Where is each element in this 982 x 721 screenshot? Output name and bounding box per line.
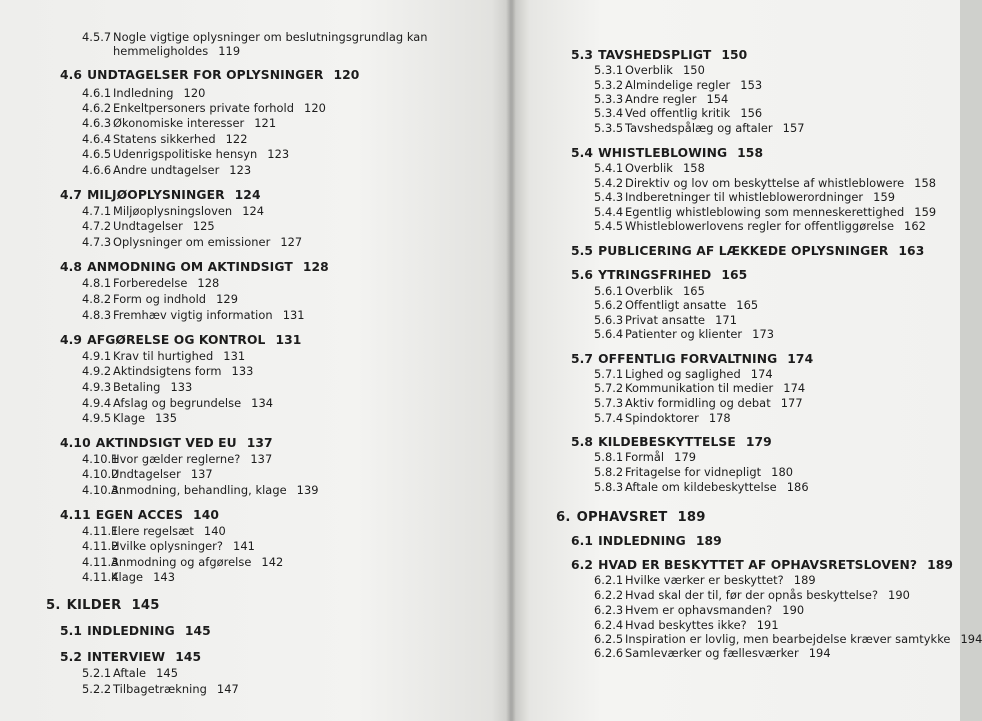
toc-entry-title: Samleværker og fællesværker [625, 646, 799, 660]
toc-entry-number: 6.2.4 [594, 618, 624, 632]
toc-entry-page: 150 [721, 48, 748, 62]
toc-entry-number: 5.3.1 [594, 63, 624, 77]
toc-entry-number: 5.5 [571, 244, 594, 258]
toc-entry [594, 92, 728, 106]
toc-entry-number: 4.8 [60, 260, 83, 274]
toc-entry-number: 5.6.1 [594, 284, 624, 298]
toc-entry-number: 6.2.2 [594, 588, 624, 602]
toc-entry-page: 131 [275, 333, 302, 347]
toc-entry [571, 352, 813, 366]
toc-entry-number: 5.4.1 [594, 161, 624, 175]
toc-entry-number: 6.2 [571, 558, 594, 572]
toc-entry [594, 106, 762, 120]
toc-entry-page: 153 [740, 78, 763, 92]
toc-entry-number: 4.10.2 [82, 467, 119, 481]
toc-entry [594, 381, 805, 395]
toc-entry [594, 205, 936, 219]
toc-entry-title: Anmodning, behandling, klage [111, 483, 287, 497]
toc-entry-number: 5.3 [571, 48, 594, 62]
toc-entry-page: 124 [234, 188, 261, 202]
toc-entry-page: 154 [706, 92, 729, 106]
toc-entry-title: Afslag og begrundelse [113, 396, 242, 410]
toc-entry [113, 44, 240, 58]
toc-entry-title: Aftale [113, 666, 147, 680]
toc-entry-title: Patienter og klienter [625, 327, 743, 341]
toc-entry [82, 380, 192, 394]
toc-entry-title: Oplysninger om emissioner [113, 235, 271, 249]
toc-entry-title: Form og indhold [113, 292, 207, 306]
toc-entry-page: 179 [674, 450, 697, 464]
toc-entry-page: 174 [750, 367, 773, 381]
toc-entry [594, 284, 705, 298]
toc-entry-page: 120 [304, 101, 326, 115]
toc-entry [594, 219, 926, 233]
toc-entry [594, 313, 737, 327]
toc-entry-title: Krav til hurtighed [113, 349, 214, 363]
toc-entry-title: Overblik [625, 161, 673, 175]
toc-entry [82, 132, 248, 146]
toc-entry-page: 137 [246, 436, 273, 450]
toc-entry-title: Aktindsigtens form [113, 364, 222, 378]
toc-entry-title: Hvad beskyttes ikke? [625, 618, 747, 632]
toc-entry [571, 534, 722, 548]
toc-entry-title: MILJØOPLYSNINGER [87, 188, 225, 202]
toc-entry-title: Tilbagetrækning [113, 682, 207, 696]
toc-entry-page: 180 [771, 465, 794, 479]
toc-entry [594, 121, 805, 135]
toc-entry-page: 143 [153, 570, 176, 584]
toc-entry [82, 163, 251, 177]
toc-entry-page: 189 [677, 510, 706, 525]
toc-entry [571, 268, 747, 282]
toc-entry-page: 145 [184, 624, 211, 638]
toc-entry-number: 5. [46, 598, 61, 613]
toc-entry-title: Undtagelser [113, 219, 183, 233]
toc-entry-number: 4.6.4 [82, 132, 112, 146]
toc-entry [571, 48, 747, 62]
toc-entry [82, 30, 428, 44]
toc-entry-title: KILDEBESKYTTELSE [598, 435, 736, 449]
toc-entry-number: 5.4 [571, 146, 594, 160]
toc-entry-page: 163 [898, 244, 925, 258]
toc-entry-title: EGEN ACCES [95, 508, 184, 522]
toc-entry-number: 4.9.2 [82, 364, 112, 378]
toc-entry-number: 5.6.4 [594, 327, 624, 341]
toc-entry-page: 140 [203, 524, 226, 538]
toc-entry-page: 189 [695, 534, 722, 548]
toc-entry-title: OPHAVSRET [576, 510, 668, 525]
toc-entry-number: 4.6.1 [82, 86, 112, 100]
toc-entry-title: Hvilke oplysninger? [111, 539, 224, 553]
toc-entry-number: 5.7 [571, 352, 594, 366]
toc-entry [82, 524, 226, 538]
toc-entry [594, 396, 803, 410]
toc-entry [594, 603, 804, 617]
toc-entry-number: 5.4.3 [594, 190, 624, 204]
toc-entry [82, 276, 219, 290]
toc-entry-number: 5.8.1 [594, 450, 624, 464]
toc-entry-page: 194 [808, 646, 831, 660]
toc-entry-number: 5.6.2 [594, 298, 624, 312]
toc-entry-page: 191 [756, 618, 779, 632]
toc-entry-title: Kommunikation til medier [625, 381, 774, 395]
toc-entry-number: 4.10 [60, 436, 91, 450]
toc-entry [82, 682, 239, 696]
toc-entry-number: 4.11.3 [82, 555, 119, 569]
toc-entry-page: 128 [302, 260, 329, 274]
toc-entry-title: OFFENTLIG FORVALTNING [598, 352, 778, 366]
toc-entry-number: 6.2.1 [594, 573, 624, 587]
toc-entry-title: Aftale om kildebeskyttelse [625, 480, 777, 494]
toc-entry-number: 5.4.2 [594, 176, 624, 190]
toc-entry-title: YTRINGSFRIHED [598, 268, 712, 282]
toc-entry-page: 165 [682, 284, 705, 298]
toc-entry [60, 68, 359, 82]
toc-entry-title: Andre regler [625, 92, 697, 106]
toc-entry-number: 6. [556, 510, 571, 525]
toc-entry-title: Indledning [113, 86, 174, 100]
toc-entry [556, 510, 706, 525]
toc-entry [82, 101, 326, 115]
toc-entry-number: 5.7.2 [594, 381, 624, 395]
toc-entry-number: 4.8.3 [82, 308, 112, 322]
toc-entry-page: 137 [250, 452, 273, 466]
toc-entry-number: 4.10.1 [82, 452, 119, 466]
toc-entry-number: 6.1 [571, 534, 594, 548]
toc-entry-title: Enkeltpersoners private forhold [113, 101, 295, 115]
toc-entry [594, 411, 731, 425]
toc-entry-number: 4.11.1 [82, 524, 119, 538]
toc-entry-page: 127 [280, 235, 303, 249]
toc-entry-page: 141 [233, 539, 255, 553]
toc-entry [594, 176, 936, 190]
toc-entry-title: Hvem er ophavsmanden? [625, 603, 773, 617]
toc-entry-title: AKTINDSIGT VED EU [95, 436, 237, 450]
toc-entry-number: 4.8.2 [82, 292, 112, 306]
toc-entry-page: 177 [780, 396, 803, 410]
toc-entry-number: 5.4.5 [594, 219, 624, 233]
toc-entry-page: 179 [745, 435, 772, 449]
toc-entry-page: 158 [682, 161, 705, 175]
toc-entry [594, 632, 982, 646]
toc-entry-page: 162 [904, 219, 926, 233]
toc-entry-page: 194 [960, 632, 982, 646]
toc-entry-page: 128 [197, 276, 220, 290]
toc-entry-number: 5.6.3 [594, 313, 624, 327]
toc-entry-page: 156 [740, 106, 763, 120]
toc-entry-title: UNDTAGELSER FOR OPLYSNINGER [87, 68, 324, 82]
toc-entry-number: 5.7.4 [594, 411, 624, 425]
toc-entry-title: Hvad skal der til, før der opnås beskyttelse? [625, 588, 879, 602]
toc-entry [82, 147, 289, 161]
toc-entry-number: 5.7.1 [594, 367, 624, 381]
toc-entry-page: 165 [721, 268, 748, 282]
toc-entry [594, 480, 809, 494]
toc-entry-page: 159 [873, 190, 896, 204]
toc-entry-page: 122 [225, 132, 248, 146]
toc-entry-number: 4.7.1 [82, 204, 112, 218]
toc-entry [594, 465, 793, 479]
toc-entry-number: 5.8.3 [594, 480, 624, 494]
toc-entry-page: 124 [242, 204, 265, 218]
toc-entry-page: 134 [251, 396, 274, 410]
toc-entry-title: INDLEDNING [598, 534, 686, 548]
toc-entry-page: 123 [229, 163, 252, 177]
toc-entry-title: Hvor gælder reglerne? [111, 452, 241, 466]
toc-entry-number: 5.3.2 [594, 78, 624, 92]
toc-entry-page: 145 [131, 598, 160, 613]
toc-entry-title: Klage [111, 570, 144, 584]
toc-entry-number: 5.7.3 [594, 396, 624, 410]
toc-entry-title: Almindelige regler [625, 78, 731, 92]
toc-entry-title: Anmodning og afgørelse [111, 555, 252, 569]
toc-entry-title: Lighed og saglighed [625, 367, 741, 381]
toc-entry-page: 131 [223, 349, 246, 363]
toc-entry [46, 598, 160, 613]
toc-entry-number: 4.6.3 [82, 116, 112, 130]
toc-entry [594, 63, 705, 77]
toc-entry-title: Spindoktorer [625, 411, 699, 425]
toc-entry-page: 190 [888, 588, 910, 602]
toc-entry-title: WHISTLEBLOWING [598, 146, 728, 160]
toc-entry-title: Statens sikkerhed [113, 132, 216, 146]
toc-entry-title: Offentligt ansatte [625, 298, 727, 312]
toc-entry-number: 4.6.5 [82, 147, 112, 161]
toc-entry [82, 411, 177, 425]
toc-entry-page: 142 [261, 555, 284, 569]
toc-entry-title: Nogle vigtige oplysninger om beslutningsgrundlag kan [113, 30, 428, 44]
toc-entry-title: Privat ansatte [625, 313, 706, 327]
toc-entry [571, 146, 763, 160]
toc-entry [82, 86, 205, 100]
toc-entry-title: Overblik [625, 63, 673, 77]
toc-entry-number: 4.6 [60, 68, 83, 82]
toc-entry-page: 131 [282, 308, 305, 322]
toc-entry-page: 120 [333, 68, 360, 82]
toc-entry-number: 5.8.2 [594, 465, 624, 479]
toc-entry-page: 157 [782, 121, 805, 135]
toc-entry-title: Formål [625, 450, 665, 464]
toc-entry-page: 159 [914, 205, 937, 219]
toc-entry-title: Aktiv formidling og debat [625, 396, 771, 410]
toc-entry-title: Hvilke værker er beskyttet? [625, 573, 784, 587]
toc-entry-title: Whistleblowerlovens regler for offentliggørelse [625, 219, 895, 233]
toc-entry [594, 450, 696, 464]
toc-entry [594, 588, 910, 602]
toc-entry [60, 624, 211, 638]
toc-entry-title: Direktiv og lov om beskyttelse af whistleblowere [625, 176, 905, 190]
book-gutter [506, 0, 516, 721]
toc-entry-page: 137 [190, 467, 213, 481]
toc-entry-title: Overblik [625, 284, 673, 298]
toc-entry-title: Flere regelsæt [111, 524, 194, 538]
toc-entry-title: Inspiration er lovlig, men bearbejdelse kræver samtykke [625, 632, 951, 646]
toc-entry-page: 189 [927, 558, 954, 572]
toc-entry [571, 435, 772, 449]
toc-entry-number: 5.6 [571, 268, 594, 282]
toc-entry-title: Ved offentlig kritik [625, 106, 731, 120]
toc-entry [594, 618, 779, 632]
toc-entry-page: 129 [216, 292, 238, 306]
toc-entry-number: 4.9.4 [82, 396, 112, 410]
toc-entry-page: 150 [682, 63, 705, 77]
toc-entry-number: 4.5.7 [82, 30, 112, 44]
toc-entry [594, 298, 758, 312]
toc-entry [82, 555, 283, 569]
toc-entry-number: 5.1 [60, 624, 83, 638]
toc-entry-title: hemmeligholdes [113, 44, 209, 58]
toc-entry-page: 133 [170, 380, 193, 394]
toc-entry-page: 139 [296, 483, 319, 497]
toc-entry-page: 120 [183, 86, 206, 100]
right-page [512, 0, 982, 721]
toc-entry-number: 5.3.3 [594, 92, 624, 106]
toc-entry-number: 5.8 [571, 435, 594, 449]
toc-entry-page: 158 [737, 146, 764, 160]
toc-entry-page: 147 [216, 682, 239, 696]
toc-entry [571, 244, 924, 258]
toc-entry-number: 4.9.3 [82, 380, 112, 394]
toc-entry-number: 5.3.5 [594, 121, 624, 135]
toc-entry [82, 116, 276, 130]
toc-entry [82, 308, 305, 322]
toc-entry [60, 260, 329, 274]
toc-entry [60, 333, 301, 347]
toc-entry [82, 396, 273, 410]
toc-entry-title: Andre undtagelser [113, 163, 220, 177]
toc-entry-number: 4.9 [60, 333, 83, 347]
toc-entry-page: 133 [231, 364, 254, 378]
toc-entry-title: KILDER [66, 598, 122, 613]
toc-entry-page: 145 [156, 666, 179, 680]
toc-entry-page: 125 [192, 219, 215, 233]
toc-entry [571, 558, 953, 572]
toc-entry-title: Egentlig whistleblowing som menneskerettighed [625, 205, 905, 219]
toc-entry-page: 158 [914, 176, 937, 190]
toc-entry-title: Tavshedspålæg og aftaler [625, 121, 773, 135]
toc-entry-number: 4.9.1 [82, 349, 112, 363]
toc-entry [60, 188, 261, 202]
toc-entry-title: HVAD ER BESKYTTET AF OPHAVSRETSLOVEN? [598, 558, 918, 572]
toc-entry-number: 4.11.4 [82, 570, 119, 584]
toc-entry-number: 5.4.4 [594, 205, 624, 219]
toc-entry-title: Miljøoplysningsloven [113, 204, 233, 218]
toc-entry-page: 135 [155, 411, 178, 425]
toc-entry [594, 190, 895, 204]
toc-entry-number: 6.2.6 [594, 646, 624, 660]
toc-entry-number: 4.9.5 [82, 411, 112, 425]
toc-entry-number: 4.6.2 [82, 101, 112, 115]
toc-entry-title: Undtagelser [111, 467, 181, 481]
toc-entry [60, 436, 273, 450]
toc-entry [594, 367, 773, 381]
toc-entry-number: 4.8.1 [82, 276, 112, 290]
toc-entry-title: Betaling [113, 380, 161, 394]
toc-entry-title: Fritagelse for vidnepligt [625, 465, 762, 479]
toc-entry [82, 467, 213, 481]
toc-entry [594, 573, 816, 587]
toc-entry-title: Forberedelse [113, 276, 188, 290]
toc-entry [82, 204, 264, 218]
toc-entry [82, 235, 302, 249]
toc-entry-number: 6.2.5 [594, 632, 624, 646]
toc-entry-page: 145 [175, 650, 202, 664]
toc-entry-title: Klage [113, 411, 146, 425]
toc-entry-number: 5.2.2 [82, 682, 112, 696]
toc-entry-title: INDLEDNING [87, 624, 175, 638]
toc-entry [594, 646, 831, 660]
toc-entry-page: 121 [254, 116, 277, 130]
toc-entry [82, 364, 253, 378]
toc-entry-number: 4.6.6 [82, 163, 112, 177]
toc-entry-page: 174 [787, 352, 814, 366]
toc-entry-page: 189 [793, 573, 816, 587]
toc-entry-title: AFGØRELSE OG KONTROL [87, 333, 266, 347]
toc-entry [594, 161, 705, 175]
toc-entry-number: 4.11 [60, 508, 91, 522]
toc-entry-number: 4.10.3 [82, 483, 119, 497]
toc-entry-page: 173 [752, 327, 775, 341]
toc-entry-page: 123 [267, 147, 290, 161]
toc-entry-number: 5.2.1 [82, 666, 112, 680]
toc-entry-title: Indberetninger til whistleblowerordninger [625, 190, 864, 204]
toc-entry-number: 4.11.2 [82, 539, 119, 553]
toc-entry-page: 178 [708, 411, 731, 425]
toc-entry-page: 174 [783, 381, 806, 395]
toc-entry-page: 140 [193, 508, 220, 522]
toc-entry-title: INTERVIEW [87, 650, 166, 664]
toc-entry-number: 5.2 [60, 650, 83, 664]
toc-entry-number: 4.7 [60, 188, 83, 202]
toc-entry-page: 119 [218, 44, 241, 58]
toc-entry-number: 5.3.4 [594, 106, 624, 120]
toc-entry [594, 327, 774, 341]
toc-entry [82, 349, 245, 363]
toc-entry [82, 219, 215, 233]
toc-entry-page: 190 [782, 603, 805, 617]
toc-entry [594, 78, 762, 92]
toc-entry [82, 292, 238, 306]
toc-entry [60, 508, 219, 522]
toc-entry-number: 4.7.3 [82, 235, 112, 249]
toc-entry-page: 186 [786, 480, 809, 494]
toc-entry-number: 4.7.2 [82, 219, 112, 233]
toc-entry [60, 650, 201, 664]
toc-entry-title: ANMODNING OM AKTINDSIGT [87, 260, 293, 274]
toc-entry [82, 483, 319, 497]
toc-entry [82, 539, 255, 553]
toc-entry-page: 171 [715, 313, 737, 327]
toc-entry-title: Udenrigspolitiske hensyn [113, 147, 258, 161]
toc-entry [82, 452, 272, 466]
toc-entry-title: Økonomiske interesser [113, 116, 245, 130]
toc-entry-page: 165 [736, 298, 759, 312]
toc-entry-title: TAVSHEDSPLIGT [598, 48, 712, 62]
toc-entry-title: PUBLICERING AF LÆKKEDE OPLYSNINGER [598, 244, 889, 258]
toc-entry [82, 666, 178, 680]
toc-entry [82, 570, 175, 584]
toc-entry-title: Fremhæv vigtig information [113, 308, 273, 322]
toc-entry-number: 6.2.3 [594, 603, 624, 617]
